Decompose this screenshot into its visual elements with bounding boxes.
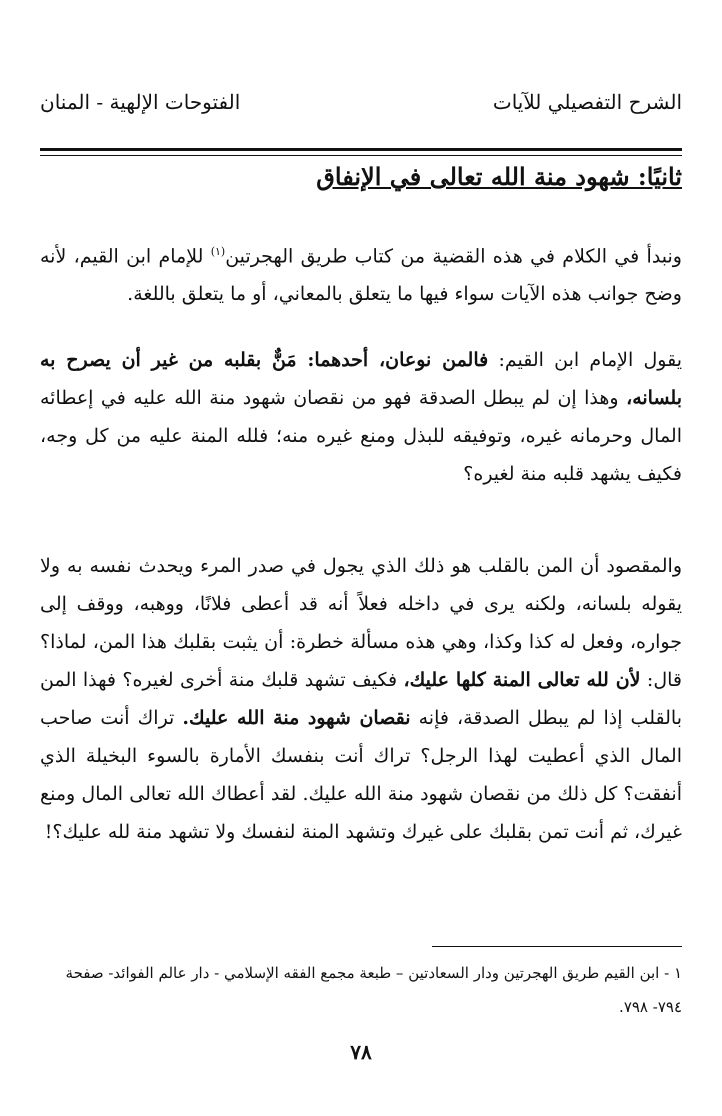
header-rule-thick [40,148,682,151]
header-rule-thin [40,155,682,156]
paragraph-1 [40,233,682,313]
paragraph-2 [40,341,682,493]
page-number: ٧٨ [350,1040,372,1064]
paragraph-3 [40,547,682,851]
paragraph-3-part-2: فكيف تشهد قلبك منة أخرى لغيره؟ فهذا المن بالقلب إذا لم يبطل الصدقة، فإنه [40,669,682,729]
paragraph-3-bold-1: لأن لله تعالى المنة كلها عليك، [403,669,641,691]
paragraph-2-bold-quote: فالمن نوعان، أحدهما: مَنٌّ بقلبه من غير أن يصرح به بلسانه، [40,349,682,409]
paragraph-3-bold-2: نقصان شهود منة الله عليك. [182,707,411,729]
paragraph-3-part-1: والمقصود أن المن بالقلب هو ذلك الذي يجول في صدر المرء ويحدث نفسه به ولا يقوله بلسانه، ولكنه يرى في داخله فعلاً أنه قد أعطى فلانًا، ووهبه، ووقف إلى جواره، وفعل له كذا وكذا، وهي هذه مسألة خطرة: أن يثبت بقلبك هذا المن، لماذا؟ قال: [40,555,682,691]
running-header [40,82,682,122]
header-left-title: الفتوحات الإلهية - المنان [40,90,241,114]
paragraph-2-rest: وهذا إن لم يبطل الصدقة فهو من نقصان شهود منة الله عليه في إعطائه المال وحرمانه غيره، وتوفيقه للبذل ومنع غيره منه؛ فلله المنة عليه من كل وجه، فكيف يشهد قلبه منة لغيره؟ [40,387,682,485]
footnote-rule [432,946,682,947]
paragraph-1-text-a: ونبدأ في الكلام في هذه القضية من كتاب طريق الهجرتين [225,245,682,268]
paragraph-3-part-3: تراك أنت صاحب المال الذي أعطيت لهذا الرجل؟ تراك أنت بنفسك الأمارة بالسوء البخيلة الذي أنفقت؟ كل ذلك من نقصان شهود منة الله عليك. لقد أعطاك الله تعالى المال ومنع غيرك، ثم أنت تمن بقلبك على غيرك وتشهد المنة لنفسك ولا تشهد منة لله عليك؟! [40,707,682,843]
paragraph-2-intro: يقول الإمام ابن القيم: [488,349,683,371]
header-right-title: الشرح التفصيلي للآيات [492,90,682,114]
paragraph-1-text-b: للإمام ابن القيم، لأنه وضح جوانب هذه الآيات سواء فيها ما يتعلق بالمعاني، أو ما يتعلق باللغة. [40,245,682,306]
section-title: ثانيًا: شهود منة الله تعالى في الإنفاق [316,162,682,191]
footnote-marker: (١) [210,245,226,258]
footnote: ١ - ابن القيم طريق الهجرتين ودار السعادتين – طبعة مجمع الفقه الإسلامي - دار عالم الفوائد- صفحة ٧٩٤- ٧٩٨. [65,964,682,1016]
